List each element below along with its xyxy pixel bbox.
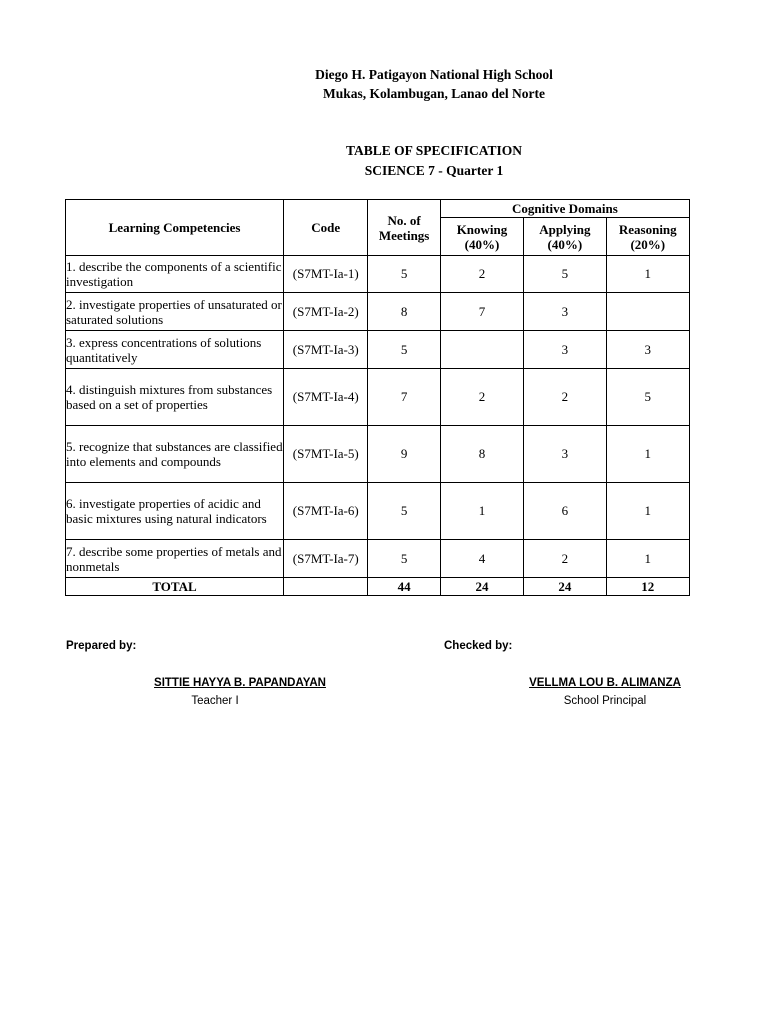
header-meetings: No. of Meetings bbox=[368, 200, 440, 256]
preparer-name: SITTIE HAYYA B. PAPANDAYAN bbox=[154, 677, 326, 689]
checked-by-label: Checked by: bbox=[444, 640, 513, 652]
competency-cell: 4. distinguish mixtures from substances based on a set of properties bbox=[66, 369, 284, 426]
header-knowing: Knowing (40%) bbox=[440, 218, 523, 256]
applying-cell: 3 bbox=[524, 426, 606, 483]
header-row bbox=[66, 200, 690, 218]
meetings-cell: 5 bbox=[368, 483, 440, 540]
table-row bbox=[66, 540, 690, 578]
competency-cell: 5. recognize that substances are classified into elements and compounds bbox=[66, 426, 284, 483]
document-title: TABLE OF SPECIFICATION bbox=[345, 143, 523, 158]
code-cell: (S7MT-Ia-6) bbox=[284, 483, 368, 540]
header-competencies: Learning Competencies bbox=[66, 200, 284, 256]
checker-name: VELLMA LOU B. ALIMANZA bbox=[529, 677, 681, 689]
competency-cell: 3. express concentrations of solutions quantitatively bbox=[66, 331, 284, 369]
table-row bbox=[66, 331, 690, 369]
header-code: Code bbox=[284, 200, 368, 256]
meetings-cell: 7 bbox=[368, 369, 440, 426]
table-row bbox=[66, 483, 690, 540]
knowing-cell: 7 bbox=[440, 293, 523, 331]
knowing-cell bbox=[440, 331, 523, 369]
reasoning-cell: 1 bbox=[606, 540, 689, 578]
applying-cell: 6 bbox=[524, 483, 606, 540]
applying-cell: 3 bbox=[524, 293, 606, 331]
reasoning-cell: 1 bbox=[606, 256, 689, 293]
meetings-cell: 5 bbox=[368, 540, 440, 578]
code-cell: (S7MT-Ia-3) bbox=[284, 331, 368, 369]
code-cell: (S7MT-Ia-4) bbox=[284, 369, 368, 426]
table-row bbox=[66, 256, 690, 293]
total-row bbox=[66, 578, 690, 596]
header-applying: Applying (40%) bbox=[524, 218, 606, 256]
reasoning-cell: 1 bbox=[606, 426, 689, 483]
code-cell: (S7MT-Ia-5) bbox=[284, 426, 368, 483]
competency-cell: 7. describe some properties of metals and nonmetals bbox=[66, 540, 284, 578]
code-cell: (S7MT-Ia-1) bbox=[284, 256, 368, 293]
total-meetings: 44 bbox=[368, 578, 440, 596]
competency-cell: 2. investigate properties of unsaturated or saturated solutions bbox=[66, 293, 284, 331]
reasoning-cell bbox=[606, 293, 689, 331]
applying-cell: 2 bbox=[524, 540, 606, 578]
reasoning-cell: 3 bbox=[606, 331, 689, 369]
meetings-cell: 8 bbox=[368, 293, 440, 331]
checker-title: School Principal bbox=[563, 695, 647, 707]
reasoning-cell: 5 bbox=[606, 369, 689, 426]
competency-cell: 1. describe the components of a scientific investigation bbox=[66, 256, 284, 293]
reasoning-cell: 1 bbox=[606, 483, 689, 540]
total-knowing: 24 bbox=[440, 578, 523, 596]
total-code-cell bbox=[284, 578, 368, 596]
competency-cell: 6. investigate properties of acidic and basic mixtures using natural indicators bbox=[66, 483, 284, 540]
total-applying: 24 bbox=[524, 578, 606, 596]
knowing-cell: 8 bbox=[440, 426, 523, 483]
total-label: TOTAL bbox=[66, 578, 284, 596]
school-address: Mukas, Kolambugan, Lanao del Norte bbox=[322, 86, 546, 101]
applying-cell: 3 bbox=[524, 331, 606, 369]
knowing-cell: 1 bbox=[440, 483, 523, 540]
meetings-cell: 5 bbox=[368, 331, 440, 369]
header-cognitive-domains: Cognitive Domains bbox=[440, 200, 689, 218]
knowing-cell: 2 bbox=[440, 369, 523, 426]
meetings-cell: 9 bbox=[368, 426, 440, 483]
prepared-by-label: Prepared by: bbox=[66, 640, 137, 652]
applying-cell: 2 bbox=[524, 369, 606, 426]
applying-cell: 5 bbox=[524, 256, 606, 293]
code-cell: (S7MT-Ia-2) bbox=[284, 293, 368, 331]
header-reasoning: Reasoning (20%) bbox=[606, 218, 689, 256]
table-row bbox=[66, 426, 690, 483]
school-name: Diego H. Patigayon National High School bbox=[315, 67, 553, 82]
code-cell: (S7MT-Ia-7) bbox=[284, 540, 368, 578]
table-row bbox=[66, 369, 690, 426]
table-row bbox=[66, 293, 690, 331]
meetings-cell: 5 bbox=[368, 256, 440, 293]
total-reasoning: 12 bbox=[606, 578, 689, 596]
subject-quarter: SCIENCE 7 - Quarter 1 bbox=[364, 163, 504, 178]
knowing-cell: 4 bbox=[440, 540, 523, 578]
specification-table bbox=[65, 199, 690, 596]
knowing-cell: 2 bbox=[440, 256, 523, 293]
preparer-title: Teacher I bbox=[191, 695, 239, 707]
